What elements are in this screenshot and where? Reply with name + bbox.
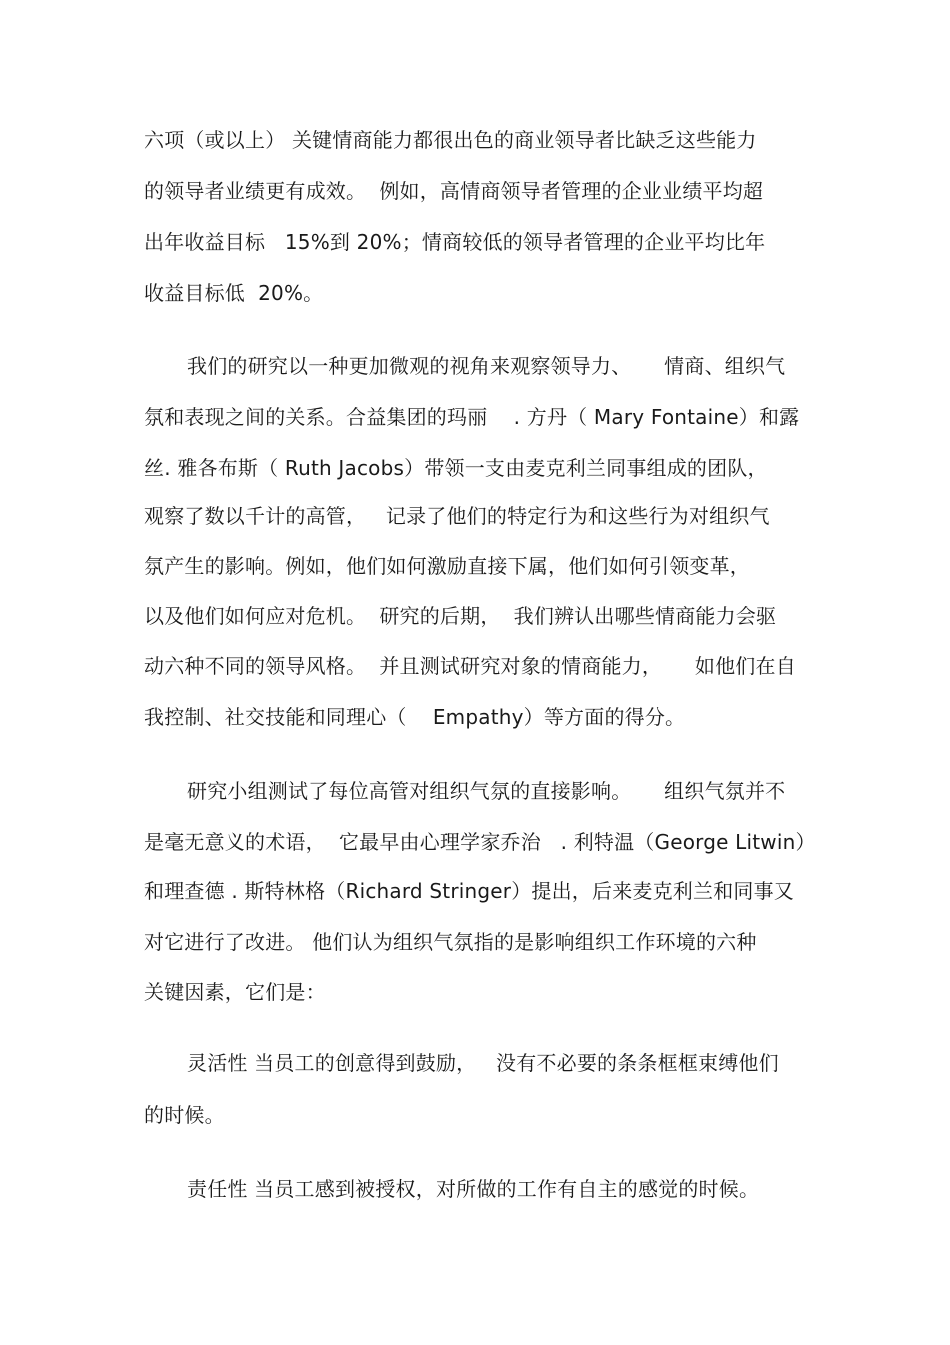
text-line: 和理查德 . 斯特林格（Richard Stringer）提出，后来麦克利兰和同事又 <box>144 879 794 903</box>
text-line: 的时候。 <box>144 1103 225 1127</box>
text-line: 收益目标低 20%。 <box>144 281 324 305</box>
text-line: 灵活性 当员工的创意得到鼓励， 没有不必要的条条框框束缚他们 <box>187 1051 779 1075</box>
text-line: 丝. 雅各布斯（ Ruth Jacobs）带领一支由麦克利兰同事组成的团队， <box>144 456 768 480</box>
text-line: 的领导者业绩更有成效。 例如，高情商领导者管理的企业业绩平均超 <box>144 179 764 203</box>
text-line: 关键因素，它们是： <box>144 980 326 1004</box>
text-line: 责任性 当员工感到被授权，对所做的工作有自主的感觉的时候。 <box>187 1177 760 1201</box>
text-line: 观察了数以千计的高管， 记录了他们的特定行为和这些行为对组织气 <box>144 504 770 528</box>
text-line: 以及他们如何应对危机。 研究的后期， 我们辨认出哪些情商能力会驱 <box>144 604 777 628</box>
text-line: 动六种不同的领导风格。 并且测试研究对象的情商能力， 如他们在自 <box>144 654 796 678</box>
text-line: 我们的研究以一种更加微观的视角来观察领导力、 情商、组织气 <box>187 354 786 378</box>
text-line: 氛和表现之间的关系。合益集团的玛丽 . 方丹（ Mary Fontaine）和露 <box>144 405 800 429</box>
text-line: 出年收益目标 15%到 20%；情商较低的领导者管理的企业平均比年 <box>144 230 766 254</box>
text-line: 是毫无意义的术语， 它最早由心理学家乔治 . 利特温（George Litwin） <box>144 830 816 854</box>
text-line: 氛产生的影响。例如，他们如何激励直接下属，他们如何引领变革， <box>144 554 750 578</box>
text-line: 六项（或以上） 关键情商能力都很出色的商业领导者比缺乏这些能力 <box>144 128 757 152</box>
text-line: 研究小组测试了每位高管对组织气氛的直接影响。 组织气氛并不 <box>187 779 786 803</box>
text-line: 我控制、社交技能和同理心（ Empathy）等方面的得分。 <box>144 705 686 729</box>
text-line: 对它进行了改进。 他们认为组织气氛指的是影响组织工作环境的六种 <box>144 930 757 954</box>
